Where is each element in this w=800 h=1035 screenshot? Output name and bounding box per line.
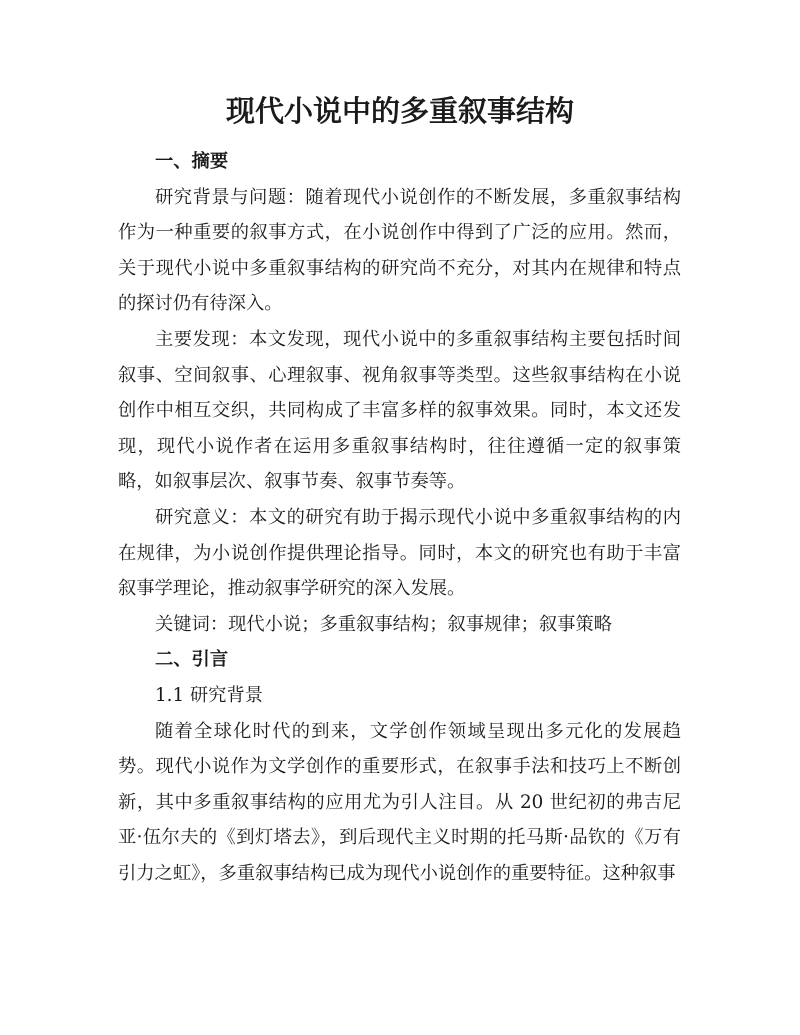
- abstract-background-paragraph: 研究背景与问题：随着现代小说创作的不断发展，多重叙事结构作为一种重要的叙事方式，在小说创作中得到了广泛的应用。然而，关于现代小说中多重叙事结构的研究尚不充分，对其内在规律和特点的探讨仍有待深入。: [118, 186, 681, 315]
- section-heading-abstract: 一、摘要: [155, 151, 229, 172]
- abstract-significance-paragraph: 研究意义：本文的研究有助于揭示现代小说中多重叙事结构的内在规律，为小说创作提供理论指导。同时，本文的研究也有助于丰富叙事学理论，推动叙事学研究的深入发展。: [118, 506, 681, 600]
- abstract-findings-paragraph: 主要发现：本文发现，现代小说中的多重叙事结构主要包括时间叙事、空间叙事、心理叙事、视角叙事等类型。这些叙事结构在小说创作中相互交织，共同构成了丰富多样的叙事效果。同时，本文还发现，现代小说作者在运用多重叙事结构时，往往遵循一定的叙事策略，如叙事层次、叙事节奏、叙事节奏等。: [118, 328, 681, 493]
- subsection-heading-background: 1.1 研究背景: [155, 684, 264, 706]
- introduction-paragraph: 随着全球化时代的到来，文学创作领域呈现出多元化的发展趋势。现代小说作为文学创作的重要形式，在叙事手法和技巧上不断创新，其中多重叙事结构的应用尤为引人注目。从 20 世纪初的弗吉尼亚·伍尔夫的《到灯塔去》，到后现代主义时期的托马斯·品钦的《万有引力之虹》，多重叙事结构已成为现代小说创作的重要特征。这种叙事: [118, 720, 681, 884]
- keywords-line: 关键词：现代小说；多重叙事结构；叙事规律；叙事策略: [155, 613, 613, 635]
- section-heading-introduction: 二、引言: [155, 649, 229, 671]
- document-body: [118, 144, 681, 891]
- document-title: 现代小说中的多重叙事结构: [225, 94, 574, 128]
